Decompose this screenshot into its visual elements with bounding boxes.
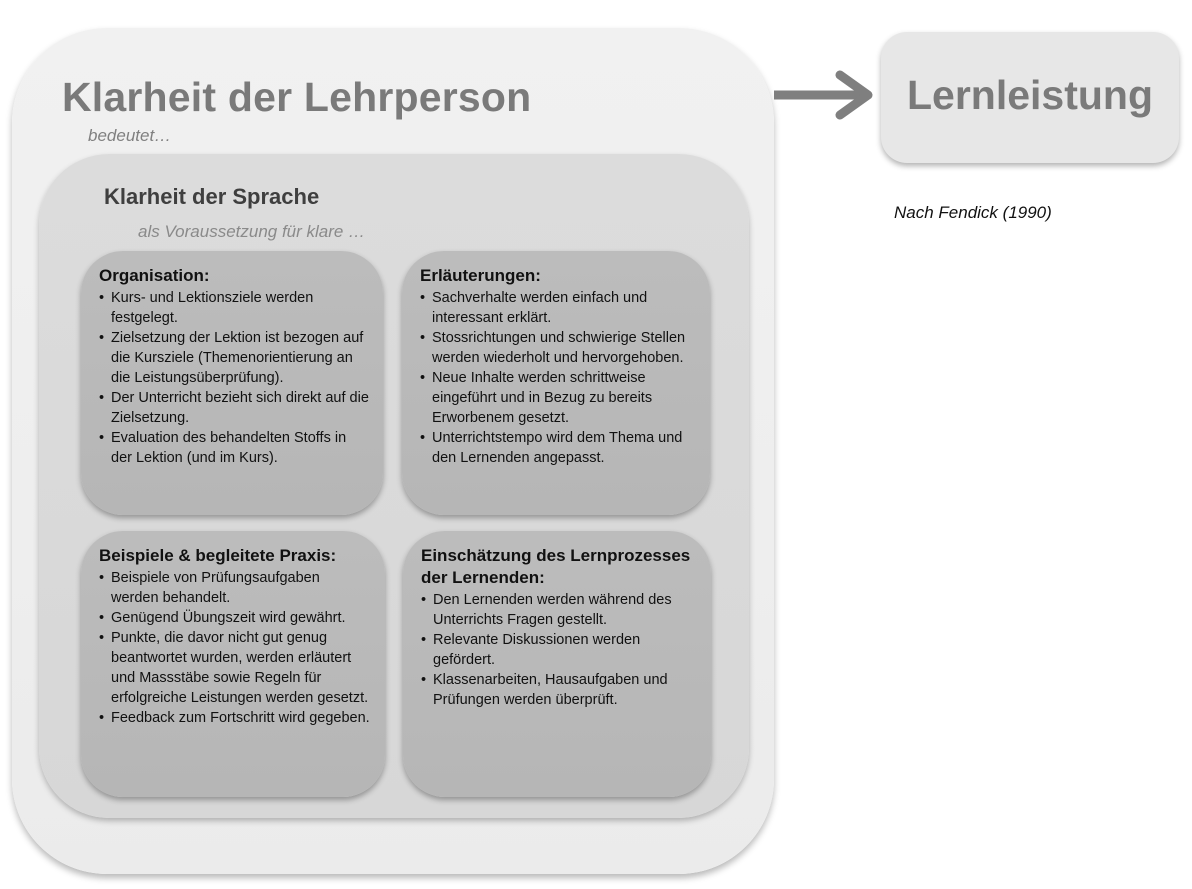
list-item: • Kurs- und Lektionsziele werden festgelegt. <box>99 288 369 328</box>
inner-title: Klarheit der Sprache <box>104 184 320 209</box>
learning-performance-box <box>881 32 1179 163</box>
card-organisation <box>81 251 383 515</box>
list-item: • Punkte, die davor nicht gut genug beantwortet wurden, werden erläutert und Massstäbe sowie Regeln für erfolgreiche Leistungen werden gesetzt. <box>99 628 371 708</box>
card-title: Beispiele & begleitete Praxis: <box>99 546 337 565</box>
card-title: Erläuterungen: <box>420 266 541 285</box>
list-item: • Relevante Diskussionen werden gefördert. <box>421 630 697 670</box>
main-subtitle: bedeutet… <box>88 126 172 145</box>
card-einschaetzung-lernprozess <box>403 531 711 797</box>
source-citation: Nach Fendick (1990) <box>894 203 1052 222</box>
card-list <box>99 568 371 728</box>
result-label: Lernleistung <box>906 72 1154 118</box>
list-item: • Beispiele von Prüfungsaufgaben werden behandelt. <box>99 568 371 608</box>
list-item: • Der Unterricht bezieht sich direkt auf die Zielsetzung. <box>99 388 369 428</box>
list-item: • Genügend Übungszeit wird gewährt. <box>99 608 371 628</box>
card-erlaeuterungen <box>402 251 710 515</box>
card-list <box>421 590 697 710</box>
list-item: • Neue Inhalte werden schrittweise eingeführt und in Bezug zu bereits Erworbenem gesetzt. <box>420 368 696 428</box>
card-title: Einschätzung des Lernprozesses der Lernenden: <box>421 546 691 587</box>
list-item: • Stossrichtungen und schwierige Stellen werden wiederholt und hervorgehoben. <box>420 328 696 368</box>
list-item: • Feedback zum Fortschritt wird gegeben. <box>99 708 371 728</box>
card-list <box>99 288 369 468</box>
card-title: Organisation: <box>99 266 210 285</box>
card-list <box>420 288 696 468</box>
inner-subtitle: als Voraussetzung für klare … <box>138 222 366 241</box>
card-beispiele-praxis <box>81 531 385 797</box>
list-item: • Evaluation des behandelten Stoffs in der Lektion (und im Kurs). <box>99 428 369 468</box>
list-item: • Klassenarbeiten, Hausaufgaben und Prüfungen werden überprüft. <box>421 670 697 710</box>
main-title: Klarheit der Lehrperson <box>62 74 532 120</box>
list-item: • Den Lernenden werden während des Unterrichts Fragen gestellt. <box>421 590 697 630</box>
list-item: • Unterrichtstempo wird dem Thema und den Lernenden angepasst. <box>420 428 696 468</box>
right-arrow-icon <box>772 70 882 120</box>
list-item: • Zielsetzung der Lektion ist bezogen auf die Kursziele (Themenorientierung an die Leistungsüberprüfung). <box>99 328 369 388</box>
list-item: • Sachverhalte werden einfach und interessant erklärt. <box>420 288 696 328</box>
